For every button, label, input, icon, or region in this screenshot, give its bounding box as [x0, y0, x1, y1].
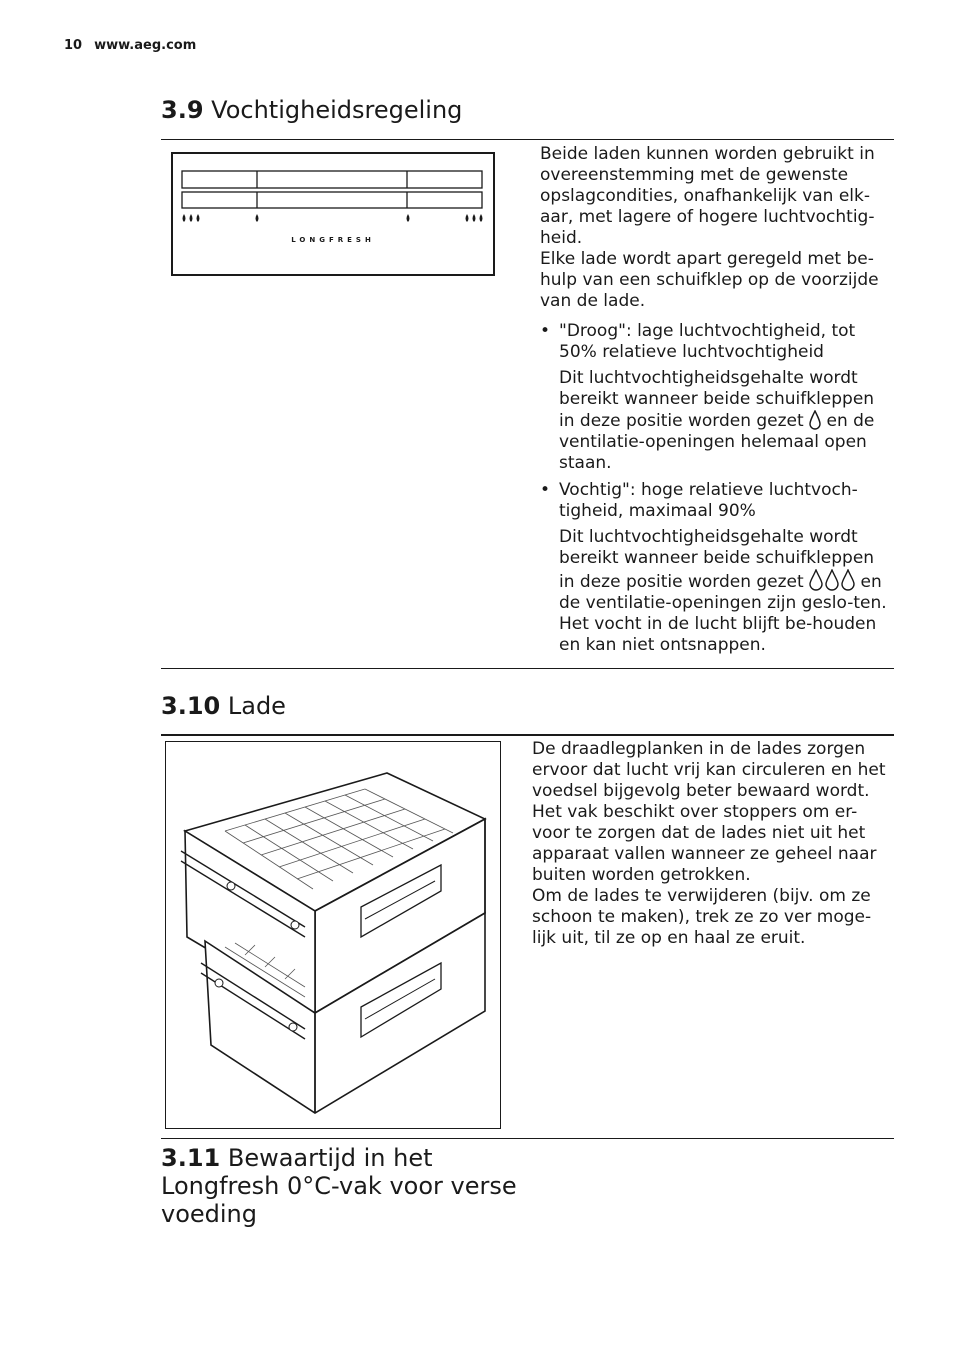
section-divider [161, 668, 894, 669]
longfresh-label: LONGFRESH [291, 236, 375, 244]
page-number: 10 [64, 38, 83, 53]
bullet-text: Vochtig": hoge relatieve luchtvoch-tigheid, maximaal 90% [559, 480, 858, 521]
section-number: 3.9 [161, 96, 204, 124]
bullet-dry-detail [540, 368, 890, 474]
paragraph: Elke lade wordt apart geregeld met be-hulp van een schuifklep op de voorzijde van de lade. [540, 249, 879, 311]
drawers-illustration [165, 741, 501, 1129]
section-title: Vochtigheidsregeling [211, 96, 463, 124]
section-title-line3: voeding [161, 1200, 257, 1228]
detail-text: Dit luchtvochtigheidsgehalte wordt bereikt wanneer beide schuifkleppen in deze positie worden gezet [559, 527, 875, 592]
bullet-humid [540, 480, 890, 522]
detail-text: Dit luchtvochtigheidsgehalte wordt bereikt wanneer beide schuifkleppen in deze positie worden gezet [559, 368, 875, 431]
section-divider [161, 734, 894, 736]
bullet-symbol: • [540, 321, 551, 341]
section-divider [161, 1138, 894, 1139]
section-number: 3.11 [161, 1144, 221, 1172]
detail-text: en de ventilatie-openingen zijn geslo-ten. Het vocht in de lucht blijft be-houden en kan niet ontsnappen. [559, 572, 887, 655]
bullet-text: "Droog": lage luchtvochtigheid, tot 50% relatieve luchtvochtigheid [559, 321, 856, 362]
paragraph: Beide laden kunnen worden gebruikt in overeenstemming met de gewenste opslagcondities, onafhankelijk van elk-aar, met lagere of hogere luchtvochtig-heid. [540, 144, 875, 248]
section-number: 3.10 [161, 692, 221, 720]
bullet-humid-detail [540, 527, 890, 656]
section-3-10-heading [161, 692, 286, 720]
page-header [64, 38, 196, 53]
paragraph: Het vak beschikt over stoppers om er-voor te zorgen dat de lades niet uit het apparaat vallen wanneer ze geheel naar buiten worden getrokken. [532, 802, 877, 885]
humidity-control-panel [171, 152, 495, 276]
section-divider [161, 139, 894, 140]
section-title-line1: Bewaartijd in het [227, 1144, 433, 1172]
section-title: Lade [227, 692, 286, 720]
section-3-9-heading [161, 96, 462, 124]
site-url: www.aeg.com [94, 38, 197, 53]
section-3-9-text [540, 144, 890, 656]
section-3-10-text [532, 739, 892, 949]
single-drop-icon [809, 410, 821, 430]
section-3-11-heading [161, 1144, 521, 1228]
paragraph: Om de lades te verwijderen (bijv. om ze schoon te maken), trek ze zo ver moge-lijk uit, til ze op en haal ze eruit. [532, 886, 872, 948]
section-title-line2: Longfresh 0°C-vak voor verse [161, 1172, 517, 1200]
paragraph: De draadlegplanken in de lades zorgen ervoor dat lucht vrij kan circuleren en het voedsel bijgevolg beter bewaard wordt. [532, 739, 886, 801]
triple-drop-icon [809, 569, 855, 591]
detail-text: en de ventilatie-openingen helemaal open staan. [559, 411, 875, 473]
bullet-dry [540, 321, 890, 363]
bullet-symbol: • [540, 480, 551, 500]
